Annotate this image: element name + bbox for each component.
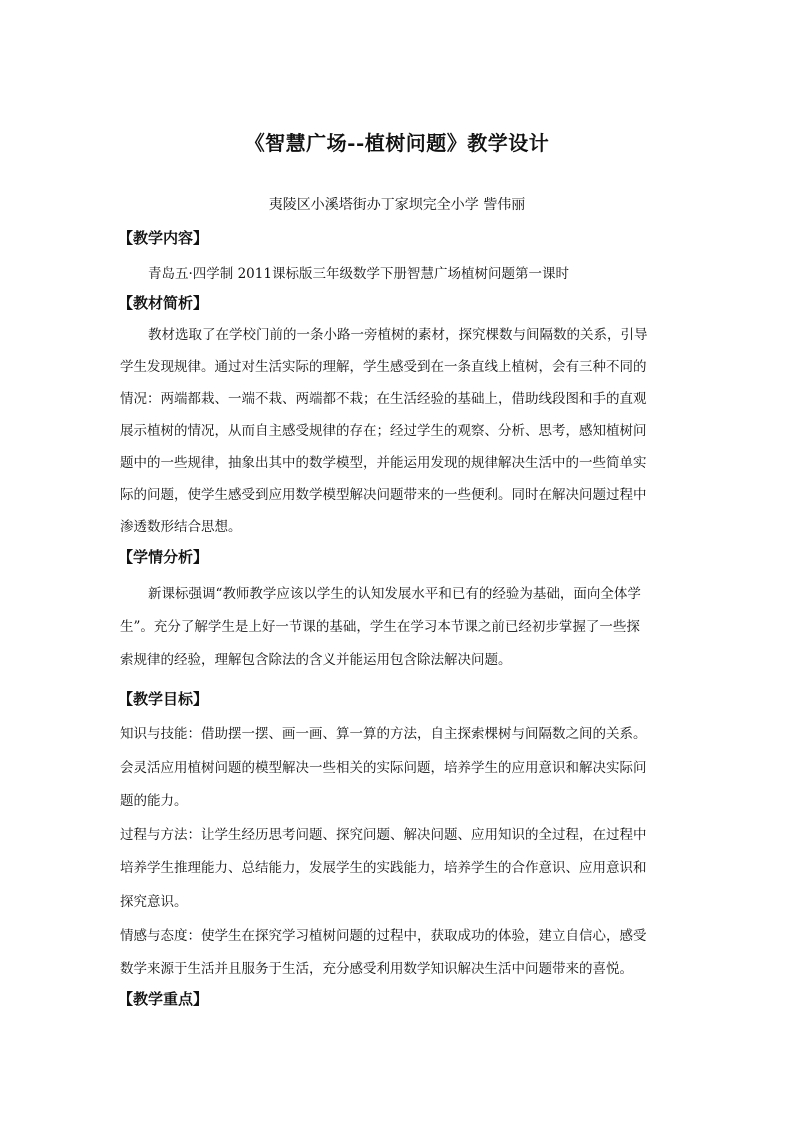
heading-teaching-focus: 【教学重点】 (118, 990, 209, 1008)
textbook-line: 学生发现规律。通过对生活实际的理解，学生感受到在一条直线上植树，会有三种不同的 (120, 359, 647, 375)
textbook-line: 情况：两端都栽、一端不栽、两端都不栽；在生活经验的基础上，借助线段图和手的直观 (120, 391, 647, 407)
students-line: 生”。充分了解学生是上好一节课的基础，学生在学习本节课之前已经初步掌握了一些探 (120, 619, 640, 635)
students-line: 新课标强调“教师教学应该以学生的认知发展水平和已有的经验为基础，面向全体学 (148, 586, 641, 602)
textbook-line: 渗透数形结合思想。 (120, 519, 242, 535)
heading-textbook-analysis: 【教材简析】 (118, 294, 209, 312)
students-line: 索规律的经验，理解包含除法的含义并能运用包含除法解决问题。 (120, 652, 512, 668)
content-line: 青岛五·四学制 2011课标版三年级数学下册智慧广场植树问题第一课时 (148, 266, 569, 282)
goals-line: 知识与技能：借助摆一摆、画一画、算一算的方法，自主探索棵树与间隔数之间的关系。 (120, 726, 647, 742)
heading-student-analysis: 【学情分析】 (118, 548, 209, 566)
textbook-line: 际的问题，使学生感受到应用数学模型解决问题带来的一些便利。同时在解决问题过程中 (120, 487, 647, 503)
goals-line: 题的能力。 (120, 793, 188, 809)
goals-line: 过程与方法：让学生经历思考问题、探究问题、解决问题、应用知识的全过程，在过程中 (120, 827, 647, 843)
heading-teaching-content: 【教学内容】 (118, 229, 209, 247)
heading-teaching-goals: 【教学目标】 (118, 690, 209, 708)
textbook-line: 题中的一些规律，抽象出其中的数学模型，并能运用发现的规律解决生活中的一些简单实 (120, 455, 647, 471)
textbook-line: 教材选取了在学校门前的一条小路一旁植树的素材，探究棵数与间隔数的关系，引导 (148, 327, 648, 343)
textbook-line: 展示植树的情况，从而自主感受规律的存在；经过学生的观察、分析、思考，感知植树问 (120, 423, 647, 439)
goals-line: 数学来源于生活并且服务于生活，充分感受利用数学知识解决生活中问题带来的喜悦。 (120, 961, 633, 977)
author-line: 夷陵区小溪塔街办丁家坝完全小学 訾伟丽 (268, 197, 526, 213)
goals-line: 情感与态度：使学生在探究学习植树问题的过程中，获取成功的体验，建立自信心，感受 (120, 928, 647, 944)
document-title: 《智慧广场--植树问题》教学设计 (244, 131, 550, 155)
goals-line: 培养学生推理能力、总结能力，发展学生的实践能力，培养学生的合作意识、应用意识和 (120, 860, 647, 876)
goals-line: 探究意识。 (120, 894, 188, 910)
goals-line: 会灵活应用植树问题的模型解决一些相关的实际问题，培养学生的应用意识和解决实际问 (120, 760, 647, 776)
